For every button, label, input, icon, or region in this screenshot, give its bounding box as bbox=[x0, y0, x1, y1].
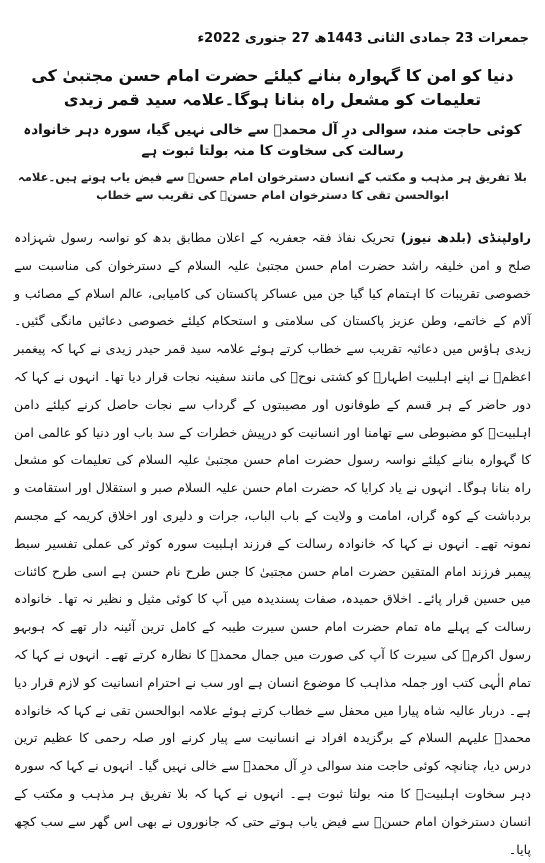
article-body bbox=[14, 224, 531, 863]
dateline-agency: (بلدھ نیوز) bbox=[400, 230, 472, 245]
subheadline: کوئی حاجت مند، سوالی درِ آل محمدؐ سے خالی نہیں گیا، سورہ دہر خانوادہ رسالت کی سخاوت کا منہ بولتا ثبوت ہے bbox=[23, 122, 522, 159]
dateline-place: راولپنڈی bbox=[477, 230, 531, 245]
headline: دنیا کو امن کا گہوارہ بنانے کیلئے حضرت امام حسن مجتبیٰ کی تعلیمات کو مشعل راہ بنانا ہوگا۔علامہ سید قمر زیدی bbox=[31, 66, 514, 109]
dateline: جمعرات 23 جمادی الثانی 1443ھ 27 جنوری 2022ء bbox=[197, 31, 529, 46]
article-text: تحریک نفاذ فقہ جعفریہ کے اعلان مطابق بدھ کو نواسہ رسول شہزادہ صلح و امن خلیفہ راشد حضرت امام حسن مجتبیٰ علیہ السلام کے دسترخوان کی مناسبت سے خصوصی تقریبات کا اہتمام کیا گیا جن میں عساکر پاکستان کی کامیابی، عالم اسلام کے مصائب و آلام کے خاتمے، وطن عزیز پاکستان کی سلامتی و استحکام کیلئے خصوصی دعائیں مانگی گئیں۔ زیدی ہاؤس میں دعائیہ تقریب سے خطاب کرتے ہوئے علامہ سید قمر حیدر زیدی نے کہا کہ پیغمبر اعظمؐ نے اپنے اہلبیت اطہارؑ کو کشتی نوحؑ کی مانند سفینہ نجات قرار دیا تھا۔ انہوں نے کہا کہ دور حاضر کے ہر قسم کے طوفانوں اور مصیبتوں کے گرداب سے نجات حاصل کرنے کیلئے دامن اہلبیتؑ کو مضبوطی سے تھامنا اور انسانیت کو درپیش خطرات کے سد باب اور دنیا کو عالمی امن کا گہوارہ بنانے کیلئے نواسہ رسول حضرت امام حسن مجتبیٰ علیہ السلام کی تعلیمات کو مشعل راہ بنانا ہوگا۔ انہوں نے یاد کرایا کہ حضرت امام حسن علیہ السلام صبر و استقلال اور استقامت و بردباشت کے کوہ گراں، امامت و ولایت کے باب الباب، جرات و دلیری اور اخلاق کریمہ کے مجسم نمونہ تھے۔ انہوں نے کہا کہ خانوادہ رسالت کے فرزند اہلبیت سورہ کوثر کی عملی تفسیر سبط پیمبر فرزند امام المتقین حضرت امام حسن مجتبیٰ کا جس طرح نام حسن ہے اسی طرح کائنات میں حسین قرار پائے۔ اخلاق حمیدہ، صفات پسندیدہ میں آپ کا کوئی مثیل و نظیر نہ تھا۔ خانوادہ رسالت کے پہلے ماہ تمام حضرت امام حسن سیرت طیبہ کے کامل ترین آئینہ دار تھے کہ ہوبہو رسول اکرمؐ کی سیرت کا آپ کی صورت میں جمال محمدؐ کا نظارہ کرتے تھے۔ انہوں نے کہا کہ تمام الٰہی کتب اور جملہ مذاہب کا موضوع انسان ہے اور سب نے احترام انسانیت کو لازم قرار دیا ہے۔ دربار عالیہ شاہ پیارا میں محفل سے خطاب کرتے ہوئے علامہ ابوالحسن تقی نے کہا کہ خانوادہ محمدؐ علیہم السلام کے برگزیدہ افراد نے انسانیت سے پیار کرنے اور صلہ رحمی کا عظیم ترین درس دیا، چنانچہ کوئی حاجت مند سوالی درِ آل محمدؐ سے خالی نہیں گیا۔ انہوں نے کہا کہ سورہ دہر سخاوت اہلبیتؑ کا منہ بولتا ثبوت ہے۔ انہوں نے کہا کہ بلا تفریق ہر مذہب و مکتب کے انسان دسترخوان امام حسنؑ سے فیض یاب ہوتے حتی کہ جانوروں نے بھی اس گھر سے سب کچھ پایا۔ bbox=[14, 230, 531, 857]
secondary-subheadline: بلا تفریق ہر مذہب و مکتب کے انسان دسترخوان امام حسنؑ سے فیض یاب ہوتے ہیں۔علامہ ابوالحسن تقی کا دسترخوان امام حسنؑ کی تقریب سے خطاب bbox=[18, 170, 527, 202]
